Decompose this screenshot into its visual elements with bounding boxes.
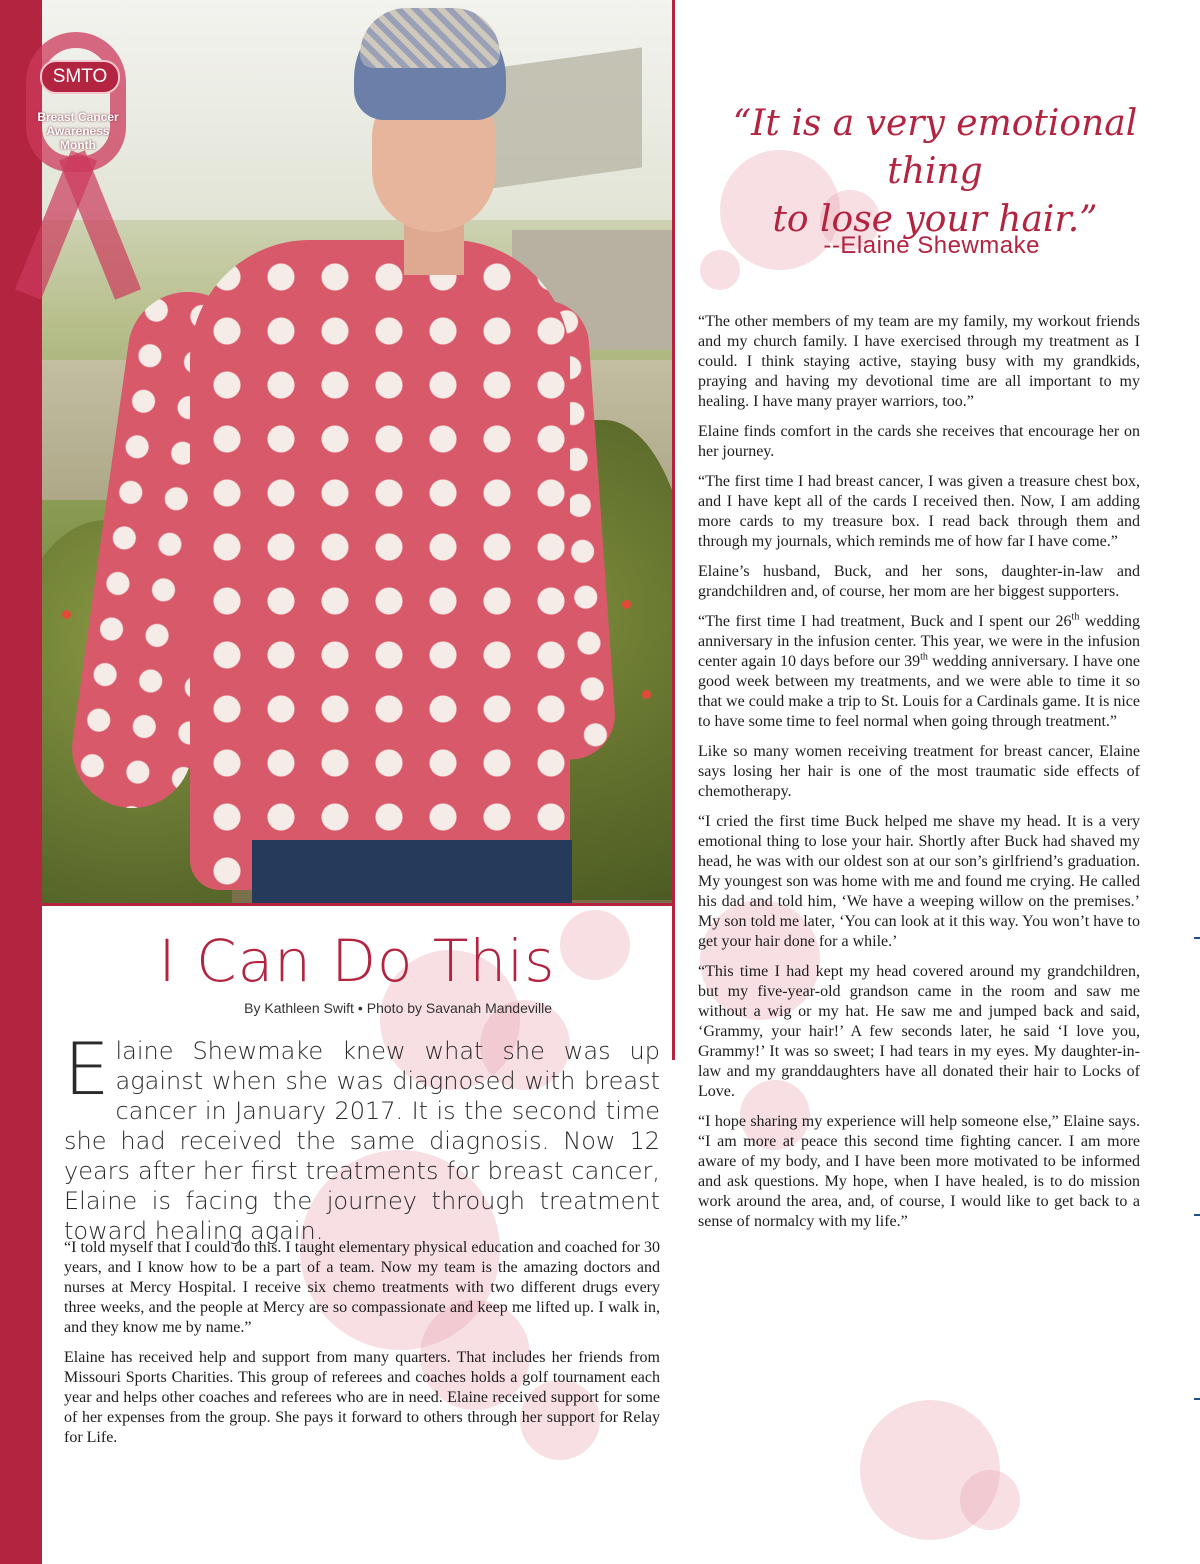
page-edge-mark: [1194, 1214, 1200, 1216]
body-paragraph: Elaine finds comfort in the cards she receives that encourage her on her journey.: [698, 423, 1140, 460]
page-edge-mark: [1194, 937, 1200, 939]
body-paragraph: “This time I had kept my head covered around my grandchildren, but my five-year-old grandson came in the room and saw me without a wig or my hat. He saw me and jumped back and said, ‘Grammy, your hair!’ A few seconds later, he said ‘I love you, Grammy!’ It was so sweet; I had tears in my eyes. My daughter-in-law and my granddaughters have all donated their hair to Locks of Love.: [698, 963, 1140, 1100]
awareness-ribbon-badge: [6, 20, 146, 300]
article-title: I Can Do This: [158, 927, 556, 995]
body-paragraph: Elaine’s husband, Buck, and her sons, daughter-in-law and grandchildren and, of course, her mom are her biggest supporters.: [698, 563, 1140, 600]
pull-quote: “It is a very emotional thing to lose your hair.”: [732, 103, 1138, 240]
body-paragraph: “I cried the first time Buck helped me shave my head. It is a very emotional thing to lose your hair. Shortly after Buck had shaved my head, he was with our oldest son at our son’s girlfriend’s graduation. My youngest son was home with me and found me crying. He called his dad and told him, ‘We have a weeping willow on the premises.’ My son told me later, ‘You can look at it this way. You won’t have to get your hair done for a while.’: [698, 813, 1140, 950]
badge-caption: Breast Cancer Awareness Month: [37, 110, 119, 152]
page-edge-mark: [1194, 1398, 1200, 1400]
right-column-body: [698, 312, 1140, 1242]
body-paragraph: “I told myself that I could do this. I taught elementary physical education and coached for 30 years, and I know how to be a part of a team. Now my team is the amazing doctors and nurses at Mercy Hospital. I receive six chemo treatments with two different drugs every three weeks, and the people at Mercy are so compassionate and keep me lifted up. I walk in, and they know me by name.”: [64, 1239, 660, 1336]
left-column-body: [64, 1238, 660, 1458]
column-divider: [672, 0, 675, 1060]
body-paragraph: Elaine has received help and support from many quarters. That includes her friends from Missouri Sports Charities. This group of referees and coaches holds a golf tournament each year and helps other coaches and referees who are in need. Elaine received support for some of her expenses from the group. She pays it forward to others through her support for Relay for Life.: [64, 1349, 660, 1446]
smto-label: SMTO: [40, 60, 120, 94]
drop-cap: E: [64, 1027, 110, 1111]
byline: By Kathleen Swift • Photo by Savanah Mandeville: [244, 1000, 552, 1016]
body-paragraph: “I hope sharing my experience will help someone else,” Elaine says. “I am more at peace this second time fighting cancer. I am more aware of my body, and I have been more motivated to be informed and ask questions. My hope, when I have healed, is to do mission work around the area, and, of course, I would like to get back to a sense of normalcy with my life.”: [698, 1113, 1140, 1230]
byline-author: By Kathleen Swift: [244, 1000, 354, 1016]
body-paragraph: “The first time I had treatment, Buck and I spent our 26th wedding anniversary in the infusion center. This year, we were in the infusion center again 10 days before our 39th wedding anniversary. I have one good week between my treatments, and we were able to time it so that we could make a trip to St. Louis for a Cardinals game. It is nice to have some time to feel normal when going through treatment.”: [698, 611, 1140, 730]
body-paragraph: Like so many women receiving treatment for breast cancer, Elaine says losing her hair is one of the most traumatic side effects of chemotherapy.: [698, 743, 1140, 800]
photo-rule: [42, 903, 672, 906]
lede-paragraph: Elaine Shewmake knew what she was up against when she was diagnosed with breast cancer in January 2017. It is the second time she had received the same diagnosis. Now 12 years after her first treatments for breast cancer, Elaine is facing the journey through treatment toward healing again.: [64, 1027, 660, 1245]
byline-photo-credit: Photo by Savanah Mandeville: [366, 1000, 552, 1016]
body-paragraph: “The other members of my team are my family, my workout friends and my church family. I have exercised through my treatment as I could. I think staying active, staying busy with my grandkids, praying and having my devotional time are all important to my healing. I have many prayer warriors, too.”: [698, 313, 1140, 410]
pull-quote-attribution: --Elaine Shewmake: [823, 232, 1040, 259]
body-paragraph: “The first time I had breast cancer, I was given a treasure chest box, and I have kept all of the cards I received then. Now, I am adding more cards to my treasure box. I read back through them and through my journals, which reminds me of how far I have come.”: [698, 473, 1140, 550]
